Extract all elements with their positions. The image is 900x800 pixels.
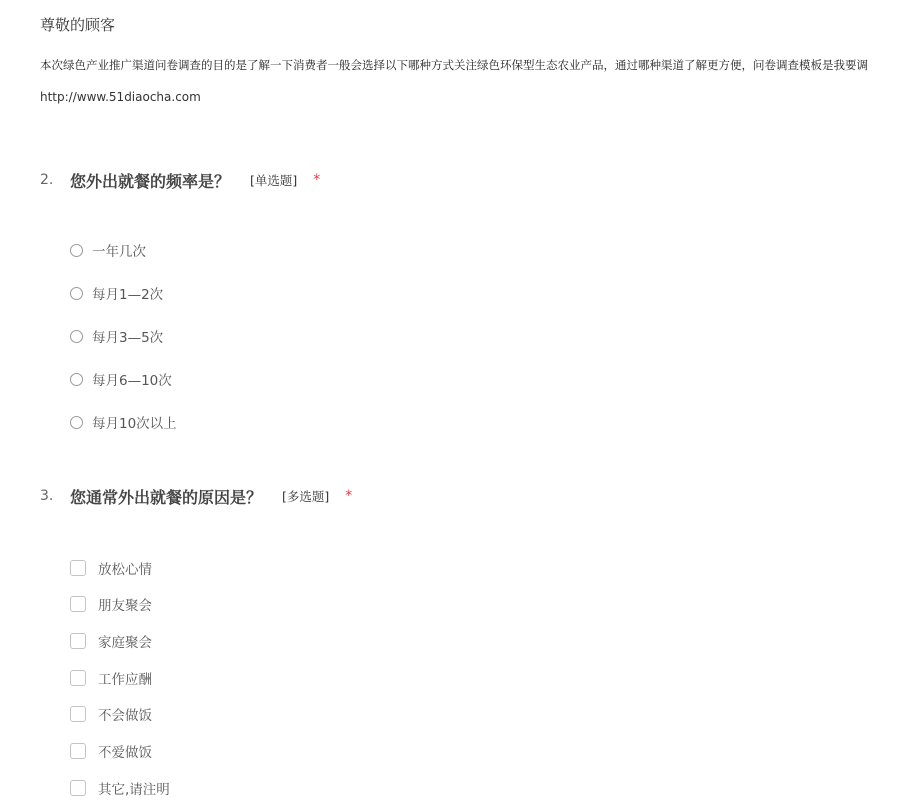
option-label: 每月1—2次	[92, 287, 164, 303]
option-label: 工作应酬	[98, 672, 152, 688]
checkbox-option[interactable]	[70, 668, 152, 688]
radio-button[interactable]	[70, 373, 83, 386]
question-2-title	[40, 168, 320, 192]
checkbox-option[interactable]	[70, 778, 170, 798]
question-3-title	[40, 484, 352, 508]
option-label: 不会做饭	[98, 708, 152, 724]
greeting: 尊敬的顾客	[40, 16, 116, 34]
question-number: 2.	[40, 172, 54, 188]
checkbox[interactable]	[70, 670, 86, 686]
survey-intro: 本次绿色产业推广渠道问卷调查的目的是了解一下消费者一般会选择以下哪种方式关注绿色环保型生态农业产品，通过哪种渠道了解更方便，问卷调查模板是我要调	[40, 58, 868, 72]
option-label: 不爱做饭	[98, 745, 152, 761]
checkbox[interactable]	[70, 560, 86, 576]
radio-button[interactable]	[70, 416, 83, 429]
checkbox[interactable]	[70, 780, 86, 796]
radio-option[interactable]	[70, 283, 163, 303]
question-type-badge: [单选题]	[250, 173, 298, 188]
checkbox-option[interactable]	[70, 704, 152, 724]
radio-button[interactable]	[70, 287, 83, 300]
checkbox-option[interactable]	[70, 558, 152, 578]
radio-button[interactable]	[70, 244, 83, 257]
option-label: 每月3—5次	[92, 330, 164, 346]
option-label: 一年几次	[92, 244, 146, 260]
option-label: 每月6—10次	[92, 373, 172, 389]
required-marker: *	[313, 172, 321, 188]
radio-option[interactable]	[70, 240, 146, 260]
survey-url: http://www.51diaocha.com	[40, 90, 201, 104]
option-label: 每月10次以上	[92, 416, 177, 432]
checkbox[interactable]	[70, 743, 86, 759]
option-label: 放松心情	[98, 562, 152, 578]
question-number: 3.	[40, 488, 54, 504]
option-label: 朋友聚会	[98, 598, 152, 614]
checkbox-option[interactable]	[70, 741, 152, 761]
checkbox[interactable]	[70, 596, 86, 612]
checkbox[interactable]	[70, 633, 86, 649]
question-type-badge: [多选题]	[282, 489, 330, 504]
option-label: 家庭聚会	[98, 635, 152, 651]
checkbox-option[interactable]	[70, 631, 152, 651]
question-text: 您通常外出就餐的原因是？	[70, 487, 263, 507]
required-marker: *	[345, 488, 353, 504]
radio-option[interactable]	[70, 369, 172, 389]
radio-button[interactable]	[70, 330, 83, 343]
option-label: 其它,请注明	[98, 782, 170, 798]
radio-option[interactable]	[70, 412, 177, 432]
checkbox[interactable]	[70, 706, 86, 722]
checkbox-option[interactable]	[70, 594, 152, 614]
question-text: 您外出就餐的频率是？	[70, 171, 231, 191]
radio-option[interactable]	[70, 326, 163, 346]
